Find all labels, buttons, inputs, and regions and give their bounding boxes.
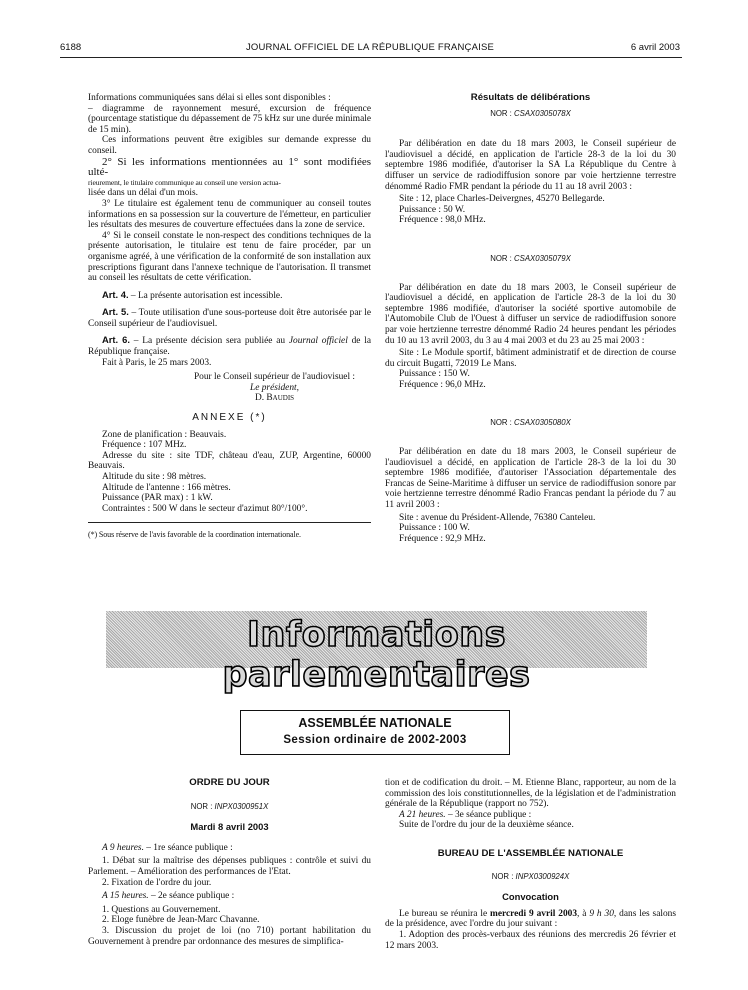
president-title: Le président, <box>250 382 299 393</box>
paragraph: 3° Le titulaire est également tenu de communiquer au conseil toutes informations en sa possession sur la couverture de l'émetteur, en particulier les résultats des mesures de couverture effectuées dans la zone de service. <box>88 198 371 231</box>
agenda-title: ORDRE DU JOUR <box>189 777 270 788</box>
paragraph: Informations communiquées sans délai si elles sont disponibles : <box>88 93 331 103</box>
fait-a: Fait à Paris, le 25 mars 2003. <box>102 357 212 368</box>
nor-code: INPX0300951X <box>214 801 269 811</box>
nor-code: CSAX0305078X <box>514 108 571 118</box>
frequence: Fréquence : 98,0 MHz. <box>399 215 486 226</box>
agenda-item: Suite de l'ordre du jour de la deuxième séance. <box>399 820 574 831</box>
article-label: Art. 4. <box>102 288 129 300</box>
article-text: – Toute utilisation d'une sous-porteuse doit être autorisée par le Conseil supérieur de l'audiovisuel. <box>88 308 371 329</box>
left-column-bottom <box>88 778 371 947</box>
nor-label: NOR : <box>490 253 515 263</box>
journal-name: Journal officiel <box>288 336 348 347</box>
paragraph: 4° Si le conseil constate le non-respect des conditions techniques de la présente autorisation, le titulaire est tenu de faire procéder, par un organisme agréé, à une vérification de la conformité de son installation aux prescriptions figurant dans l'annexe technique de l'autorisation. Il transmet au conseil les résultats de cette vérification. <box>88 230 371 284</box>
deliberation-text: Par délibération en date du 18 mars 2003, le Conseil supérieur de l'audiovisuel a décidé, en application de l'article 28-3 de la loi du 30 septembre 1986 modifiée, d'autoriser l'Association départementale des Francas de Seine-Maritime à diffuser un service de radiodiffusion sonore par voie hertzienne terrestre dénommé Radio Francas pendant la période du 7 au 11 avril 2003 : <box>385 447 676 511</box>
meeting-date: mercredi 9 avril 2003 <box>490 908 578 919</box>
site: Site : 12, place Charles-Deivergnes, 45270 Bellegarde. <box>399 194 605 205</box>
nor-reference <box>385 109 676 120</box>
nor-label: NOR : <box>190 801 215 811</box>
assembly-box <box>240 710 510 755</box>
annex-line: Contraintes : 500 W dans le secteur d'azimut 80°/100°. <box>102 503 308 514</box>
text: , à <box>577 908 590 919</box>
paragraph: 2° Si les informations mentionnées au 1° sont modifiées ulté- <box>88 155 371 179</box>
nor-reference <box>385 872 676 883</box>
agenda-item: 1. Débat sur la maîtrise des dépenses publiques : contrôle et suivi du Parlement. – Amélioration des performances de l'Etat. <box>88 856 371 877</box>
assembly-name: ASSEMBLÉE NATIONALE <box>298 716 452 730</box>
nor-reference <box>385 254 676 265</box>
annex-line: Puissance (PAR max) : 1 kW. <box>102 493 213 504</box>
signatory-title <box>88 383 371 394</box>
convocation-text <box>385 909 676 930</box>
paragraph: lisée dans un délai d'un mois. <box>88 188 199 199</box>
annex-line: Zone de planification : Beauvais. <box>102 429 227 440</box>
nor-reference <box>385 418 676 429</box>
session-line <box>385 810 676 821</box>
section-banner <box>106 611 647 695</box>
nor-label: NOR : <box>490 418 515 428</box>
page-header <box>60 42 680 56</box>
deliberation-text: Par délibération en date du 18 mars 2003, le Conseil supérieur de l'audiovisuel a décidé, en application de l'article 28-3 de la loi du 30 septembre 1986 modifiée, d'autoriser la SA La République du Centre à diffuser un service de radiodiffusion sonore par voie hertzienne terrestre dénommé Radio FMR pendant la période du 11 au 18 avril 2003 : <box>385 139 676 192</box>
session-line <box>88 843 371 854</box>
nor-reference <box>88 802 371 813</box>
site: Site : avenue du Président-Allende, 76380 Canteleu. <box>399 512 596 523</box>
session-label: – 2e séance publique : <box>148 891 235 902</box>
signatory-line: Pour le Conseil supérieur de l'audiovisuel : <box>193 372 356 383</box>
agenda-item: 1. Questions au Gouvernement. <box>102 904 221 915</box>
paragraph: rieurement, le titulaire communique au conseil une version actua- <box>88 177 281 187</box>
article-label: Art. 5. <box>102 306 129 318</box>
left-column-top <box>88 93 371 541</box>
puissance: Puissance : 100 W. <box>399 523 470 534</box>
annex-line: Adresse du site : site TDF, château d'eau, ZUP, Argentine, 60000 Beauvais. <box>88 450 371 472</box>
frequence: Fréquence : 96,0 MHz. <box>399 379 486 390</box>
site: Site : Le Module sportif, bâtiment administratif et de direction de course du circuit Bugatti, 72019 Le Mans. <box>385 348 676 369</box>
article-5 <box>88 307 371 329</box>
nor-label: NOR : <box>491 871 516 881</box>
paragraph: – diagramme de rayonnement mesuré, excursion de fréquence (pourcentage statistique du dépassement de 75 kHz sur une durée minimale de 15 min). <box>88 103 371 135</box>
text: , dans les salons de la présidence, avec l'ordre du jour suivant : <box>385 908 676 930</box>
nor-label: NOR : <box>490 108 515 118</box>
session-label: – 3e séance publique : <box>445 809 532 820</box>
footnote-rule <box>88 522 371 523</box>
frequence: Fréquence : 92,9 MHz. <box>399 533 486 544</box>
journal-title: JOURNAL OFFICIEL DE LA RÉPUBLIQUE FRANÇAISE <box>245 42 495 53</box>
article-text: – La présente décision sera publiée au <box>130 336 289 347</box>
deliberation-text: Par délibération en date du 18 mars 2003, le Conseil supérieur de l'audiovisuel a décidé, en application de l'article 28-3 de la loi du 30 septembre 1986 modifiée, d'autoriser la société sportive automobile de l'Automobile Club de l'Ouest à diffuser un service de radiodiffusion sonore par voie hertzienne terrestre dénommé Radio 24 heures pendant les périodes du 10 au 13 avril 2003, du 3 au 4 mai 2003 et du 23 au 25 mai 2003 : <box>385 282 676 346</box>
annex-title: ANNEXE (*) <box>192 412 267 424</box>
bureau-title: BUREAU DE L'ASSEMBLÉE NATIONALE <box>437 847 624 859</box>
signature: D. Baudis <box>254 393 295 404</box>
session-time: A 21 heures. <box>399 809 446 820</box>
article-4 <box>88 290 371 302</box>
nor-code: CSAX0305080X <box>514 418 571 428</box>
agenda-item: 1. Adoption des procès-verbaux des réunions des mercredis 26 février et 12 mars 2003. <box>385 929 676 951</box>
annex-line: Fréquence : 107 MHz. <box>102 440 187 451</box>
session-line <box>88 891 371 902</box>
section-title: Résultats de délibérations <box>470 92 591 103</box>
convocation-title: Convocation <box>502 891 559 903</box>
right-column-top <box>385 93 676 544</box>
session-label: – 1re séance publique : <box>143 842 233 853</box>
right-column-bottom <box>385 778 676 951</box>
agenda-continuation: tion et de codification du droit. – M. Etienne Blanc, rapporteur, au nom de la commission des lois constitutionnelles, de la législation et de l'administration générale de la République (rapport no 752). <box>385 778 676 810</box>
nor-code: CSAX0305079X <box>514 253 571 263</box>
header-rule <box>60 57 682 58</box>
meeting-time: 9 h 30 <box>589 908 614 919</box>
session-time: A 9 heures. <box>102 842 144 853</box>
agenda-item: 3. Discussion du projet de loi (no 710) portant habilitation du Gouvernement à prendre par ordonnance des mesures de simplifica- <box>88 925 371 947</box>
agenda-day: Mardi 8 avril 2003 <box>190 821 269 833</box>
text: Le bureau se réunira le <box>399 908 491 919</box>
agenda-item: 2. Eloge funèbre de Jean-Marc Chavanne. <box>102 915 260 926</box>
article-text: – La présente autorisation est incessible. <box>128 290 283 301</box>
nor-code: INPX0300924X <box>515 871 570 881</box>
agenda-item: 2. Fixation de l'ordre du jour. <box>102 877 212 888</box>
page-number: 6188 <box>60 42 82 53</box>
footnote: (*) Sous réserve de l'avis favorable de la coordination internationale. <box>88 530 301 540</box>
issue-date: 6 avril 2003 <box>630 42 680 53</box>
annex-line: Altitude du site : 98 mètres. <box>102 472 207 482</box>
puissance: Puissance : 150 W. <box>399 369 470 380</box>
article-6 <box>88 335 371 357</box>
session-time: A 15 heures. <box>102 891 149 902</box>
article-label: Art. 6. <box>102 334 131 346</box>
annex-line: Altitude de l'antenne : 166 mètres. <box>102 482 231 493</box>
article-text: de la République française. <box>88 336 371 358</box>
paragraph: Ces informations peuvent être exigibles sur demande expresse du conseil. <box>88 135 371 156</box>
banner-title: Informations parlementaires <box>222 615 531 695</box>
puissance: Puissance : 50 W. <box>399 204 466 215</box>
session-name: Session ordinaire de 2002-2003 <box>283 734 467 746</box>
